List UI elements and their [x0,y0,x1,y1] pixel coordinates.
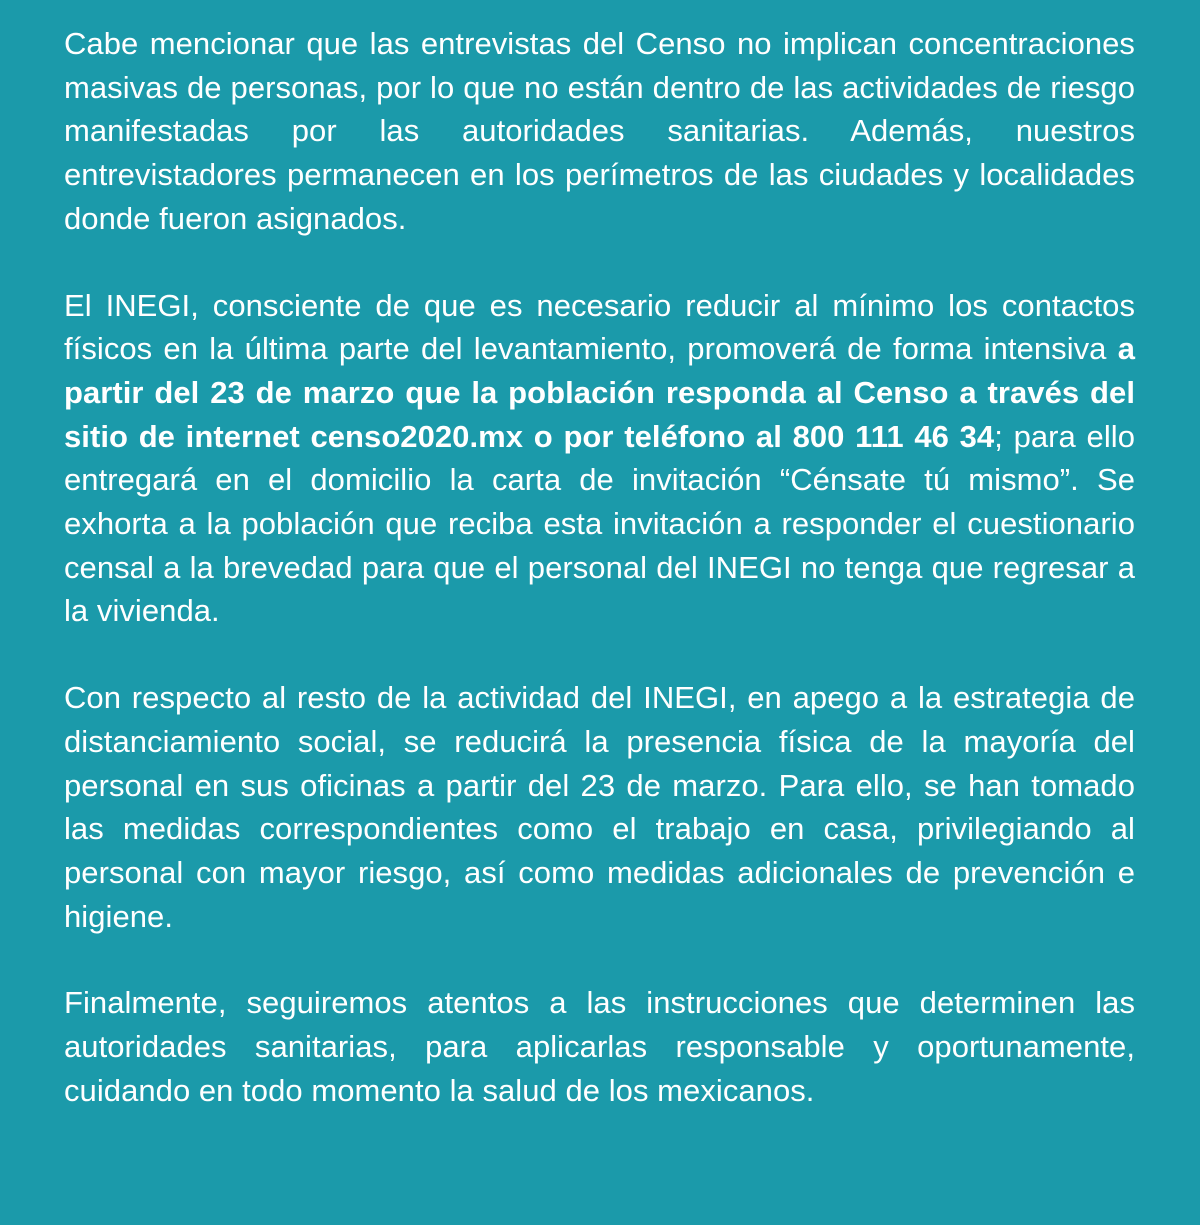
paragraph-online-response-highlight: a partir del 23 de marzo que la población responda al Censo a través del sitio de internet censo2020.mx o por teléfono al 800 111 46 34 [64,331,1135,454]
paragraph-online-response-rest: ; para ello entregará en el domicilio la carta de invitación “Cénsate tú mismo”. Se exhorta a la población que reciba esta invitación a responder el cuestionario censal a la brevedad para que el personal del INEGI no tenga que regresar a la vivienda. [64,418,1135,629]
paragraph-social-distancing: Con respecto al resto de la actividad del INEGI, en apego a la estrategia de distanciamiento social, se reducirá la presencia física de la mayoría del personal en sus oficinas a partir del 23 de marzo. Para ello, se han tomado las medidas correspondientes como el trabajo en casa, privilegiando al personal con mayor riesgo, así como medidas adicionales de prevención e higiene. [64,680,1135,934]
document-body [64,22,1135,1155]
paragraph-online-response [64,284,1135,634]
paragraph-census-interviews: Cabe mencionar que las entrevistas del Censo no implican concentraciones masivas de personas, por lo que no están dentro de las actividades de riesgo manifestadas por las autoridades sanitarias. Además, nuestros entrevistadores permanecen en los perímetros de las ciudades y localidades donde fueron asignados. [64,26,1135,236]
paragraph-closing: Finalmente, seguiremos atentos a las instrucciones que determinen las autoridades sanitarias, para aplicarlas responsable y oportunamente, cuidando en todo momento la salud de los mexicanos. [64,985,1135,1108]
paragraph-online-response-intro: El INEGI, consciente de que es necesario reducir al mínimo los contactos físicos en la última parte del levantamiento, promoverá de forma intensiva [64,287,1135,367]
